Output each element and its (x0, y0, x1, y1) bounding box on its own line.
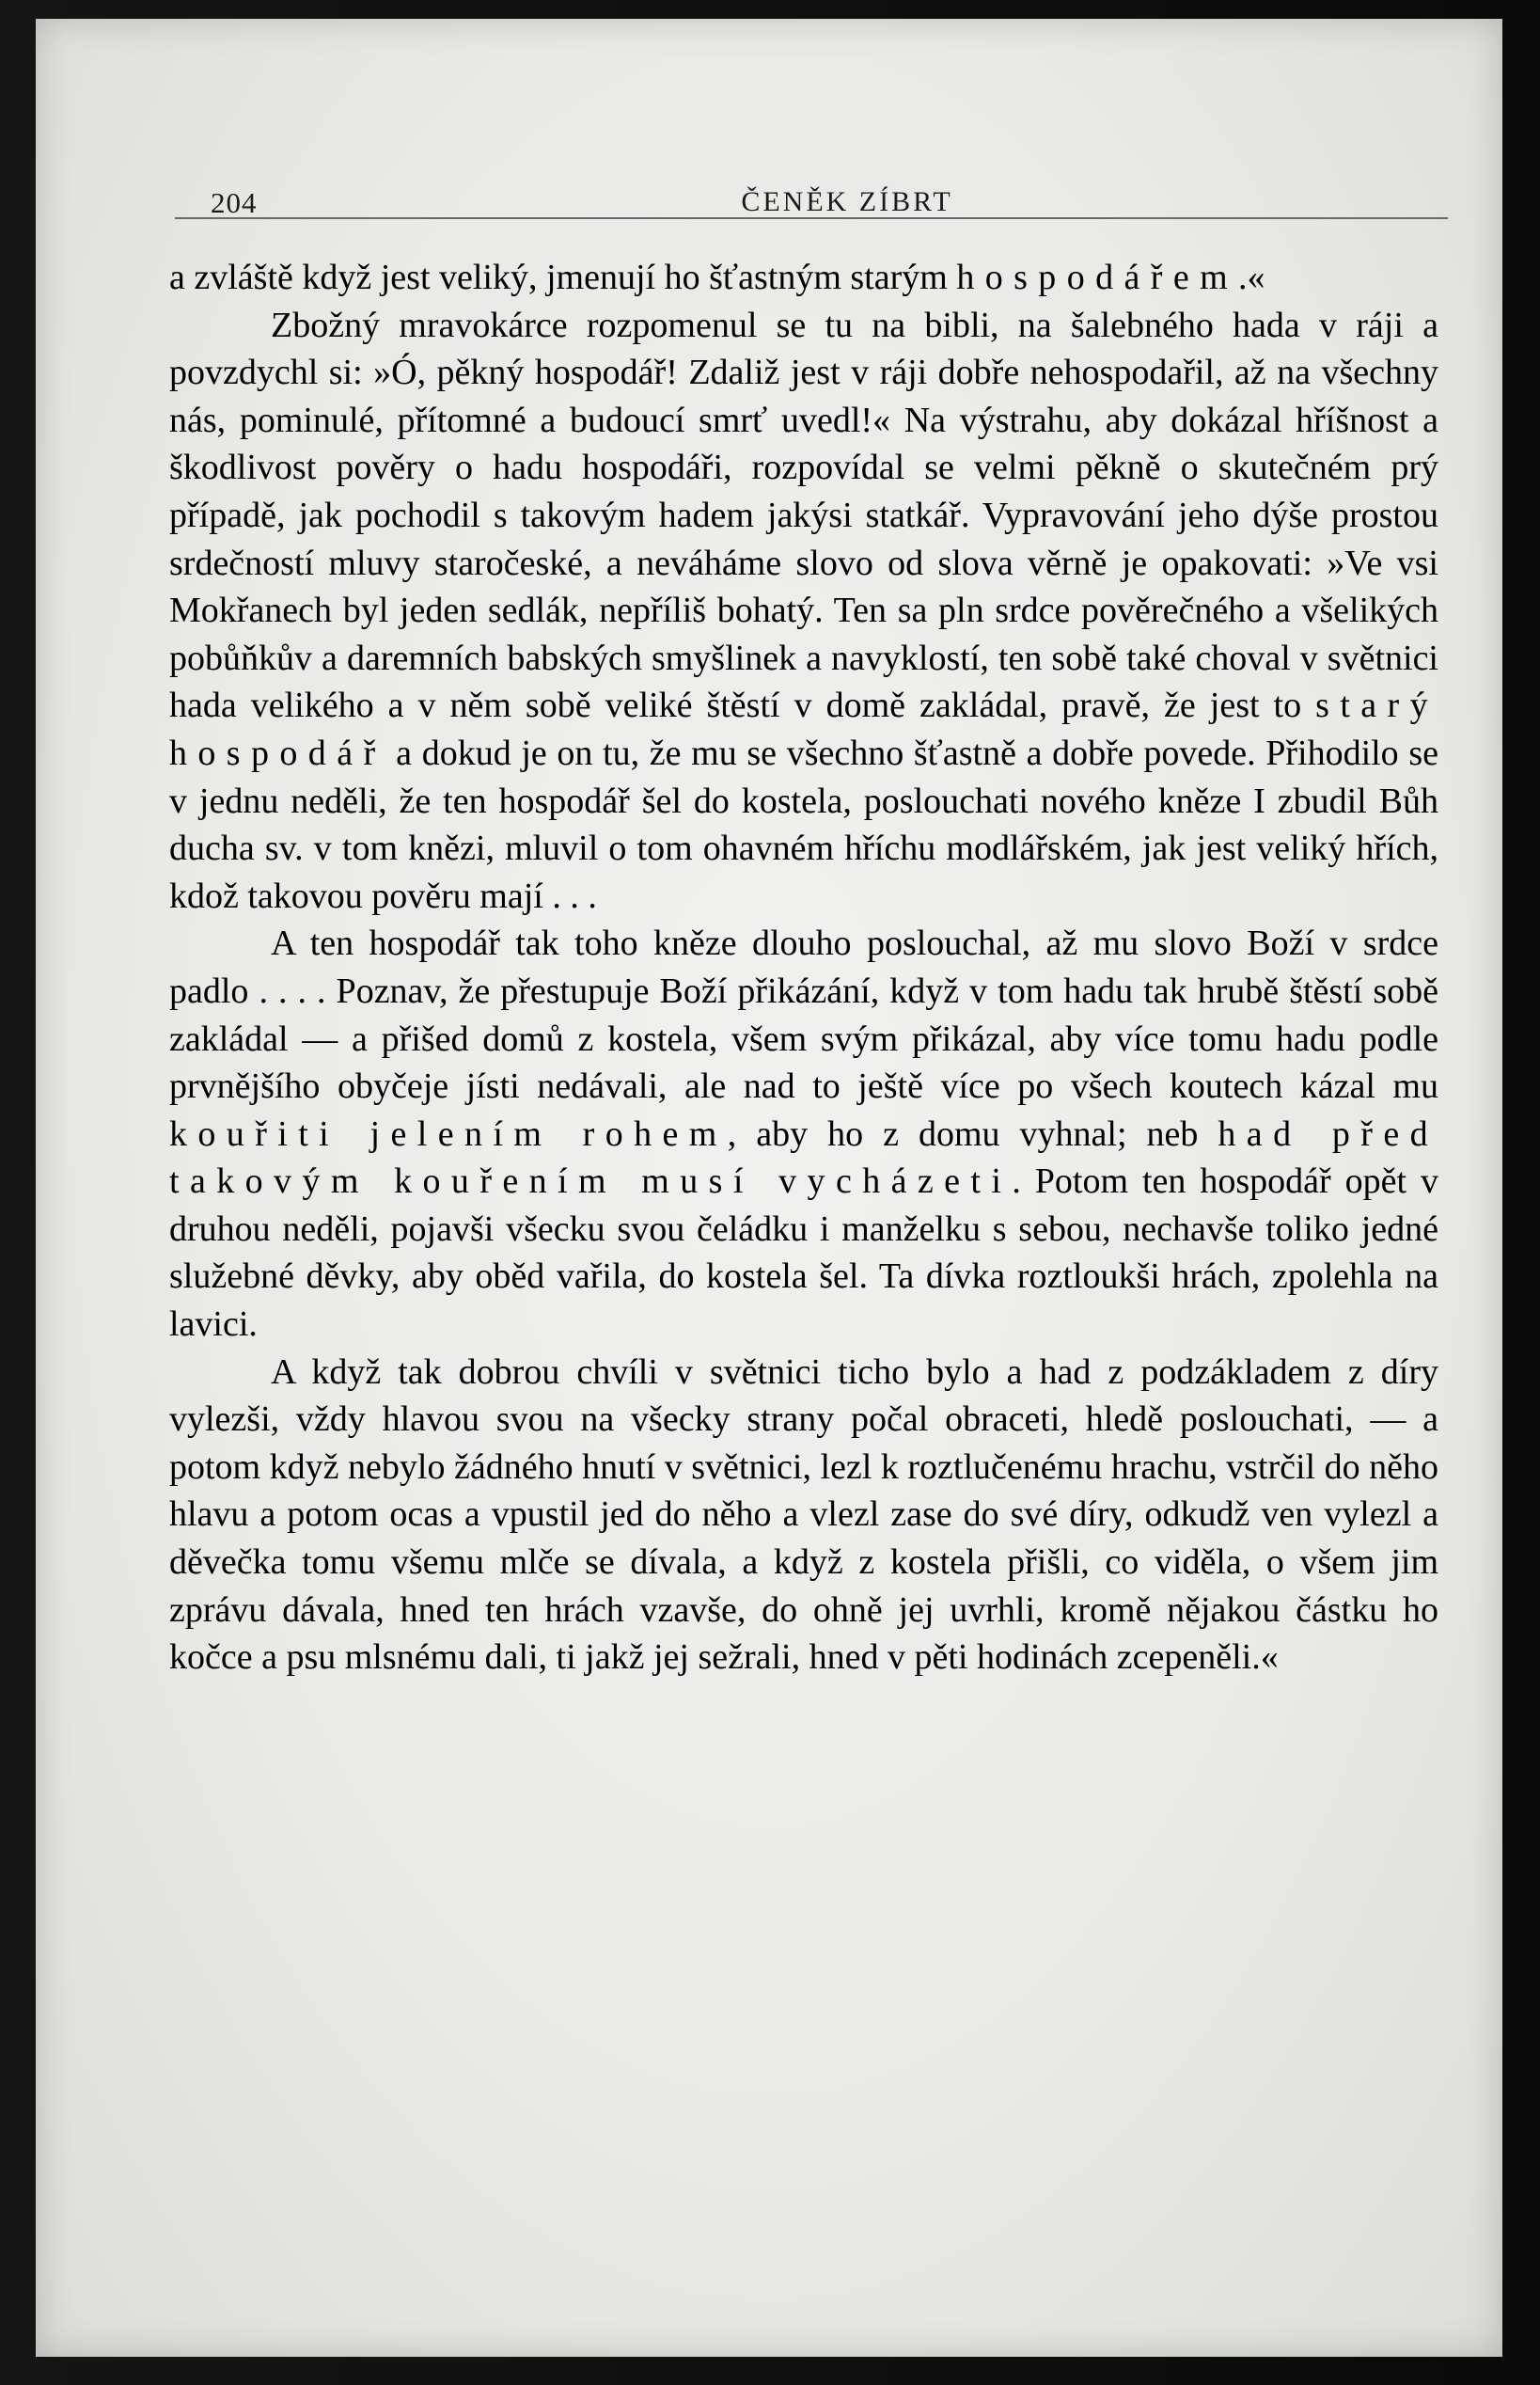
body-text (169, 254, 1438, 1682)
text-run: A když tak dobrou chvíli v světnici ticho bylo a had z podzákladem z díry vylezši, vždy hlavou svou na všecky strany počal obraceti, hledě poslouchati, — a potom když nebylo žádného hnutí v světnici, lezl k roztlučenému hrachu, vstrčil do něho hlavu a potom ocas a vpustil jed do něho a vlezl zase do své díry, odkudž ven vylezl a děvečka tomu všemu mlče se dívala, a když z kostela přišli, co viděla, o všem jim zprávu dávala, hned ten hrách vzavše, do ohně jej uvrhli, kromě nějakou částku ho kočce a psu mlsnému dali, ti jakž jej sežrali, hned v pěti hodinách zcepeněli.« (169, 1351, 1438, 1678)
running-title: ČENĚK ZÍBRT (741, 186, 953, 217)
text-run: A ten hospodář tak toho kněze dlouho poslouchal, až mu slovo Boží v srdce padlo . . . . Poznav, že přestupuje Boží přikázání, když v tom hadu tak hrubě štěstí sobě zakládal — a přišed domů z kostela, všem svým přikázal, aby více tomu hadu podle prvnějšího obyčeje jísti nedávali, ale nad to ještě více po všech koutech kázal mu (169, 924, 1438, 1107)
paragraph (169, 920, 1438, 1348)
text-run: a dokud je on tu, že mu se všechno šťastně a dobře povede. Přihodilo se v jednu neděli, že ten hospodář šel do kostela, poslouchati nového kněze I zbudil Bůh ducha sv. v tom knězi, mluvil o tom ohavném hříchu modlářském, jak jest veliký hřích, kdož takovou pověru mají . . . (169, 733, 1438, 916)
text-run: .« (1238, 258, 1265, 297)
emphasized-text: kouřiti jelením rohem (169, 1114, 728, 1154)
paragraph (169, 254, 1438, 302)
text-run: a zvláště když jest veliký, jmenují ho šťastným starým (169, 258, 957, 297)
text-run: . Potom ten hospodář opět v druhou neděli, pojavši všecku svou čeládku i manželku s sebou, nechavše toliko jedné služebné děvky, aby oběd vařila, do kostela šel. Ta dívka roztloukši hrách, zpolehla na lavici. (169, 1161, 1438, 1345)
emphasized-text: starý hospodář (169, 686, 1438, 773)
page-number: 204 (211, 186, 258, 219)
emphasized-text: hospodářem (956, 258, 1239, 297)
paragraph (169, 302, 1438, 921)
text-run: Zbožný mravokárce rozpomenul se tu na bibli, na šalebného hada v ráji a povzdychl si: »Ó, pěkný hospodář! Zdaliž jest v ráji dobře nehospodařil, až na všechny nás, pominulé, přítomné a budoucí smrť uvedl!« Na výstrahu, aby dokázal hříšnost a škodlivost pověry o hadu hospodáři, rozpovídal se velmi pěkně o skutečném prý případě, jak pochodil s takovým hadem jakýsi statkář. Vypravování jeho dýše prostou srdečností mluvy staročeské, a neváháme slovo od slova věrně je opakovati: »Ve vsi Mokřanech byl jeden sedlák, nepříliš bohatý. Ten sa pln srdce pověrečného a všelikých pobůňkův a daremních babských smyšlinek a navyklostí, ten sobě také choval v světnici hada velikého a v něm sobě veliké štěstí v domě zakládal, pravě, že jest to (169, 305, 1438, 726)
text-run: , aby ho z domu vyhnal; neb (727, 1114, 1218, 1154)
paragraph (169, 1349, 1438, 1682)
header-rule (175, 217, 1448, 219)
emphasized-text: had před takovým kouřením musí vycházeti (169, 1114, 1438, 1202)
